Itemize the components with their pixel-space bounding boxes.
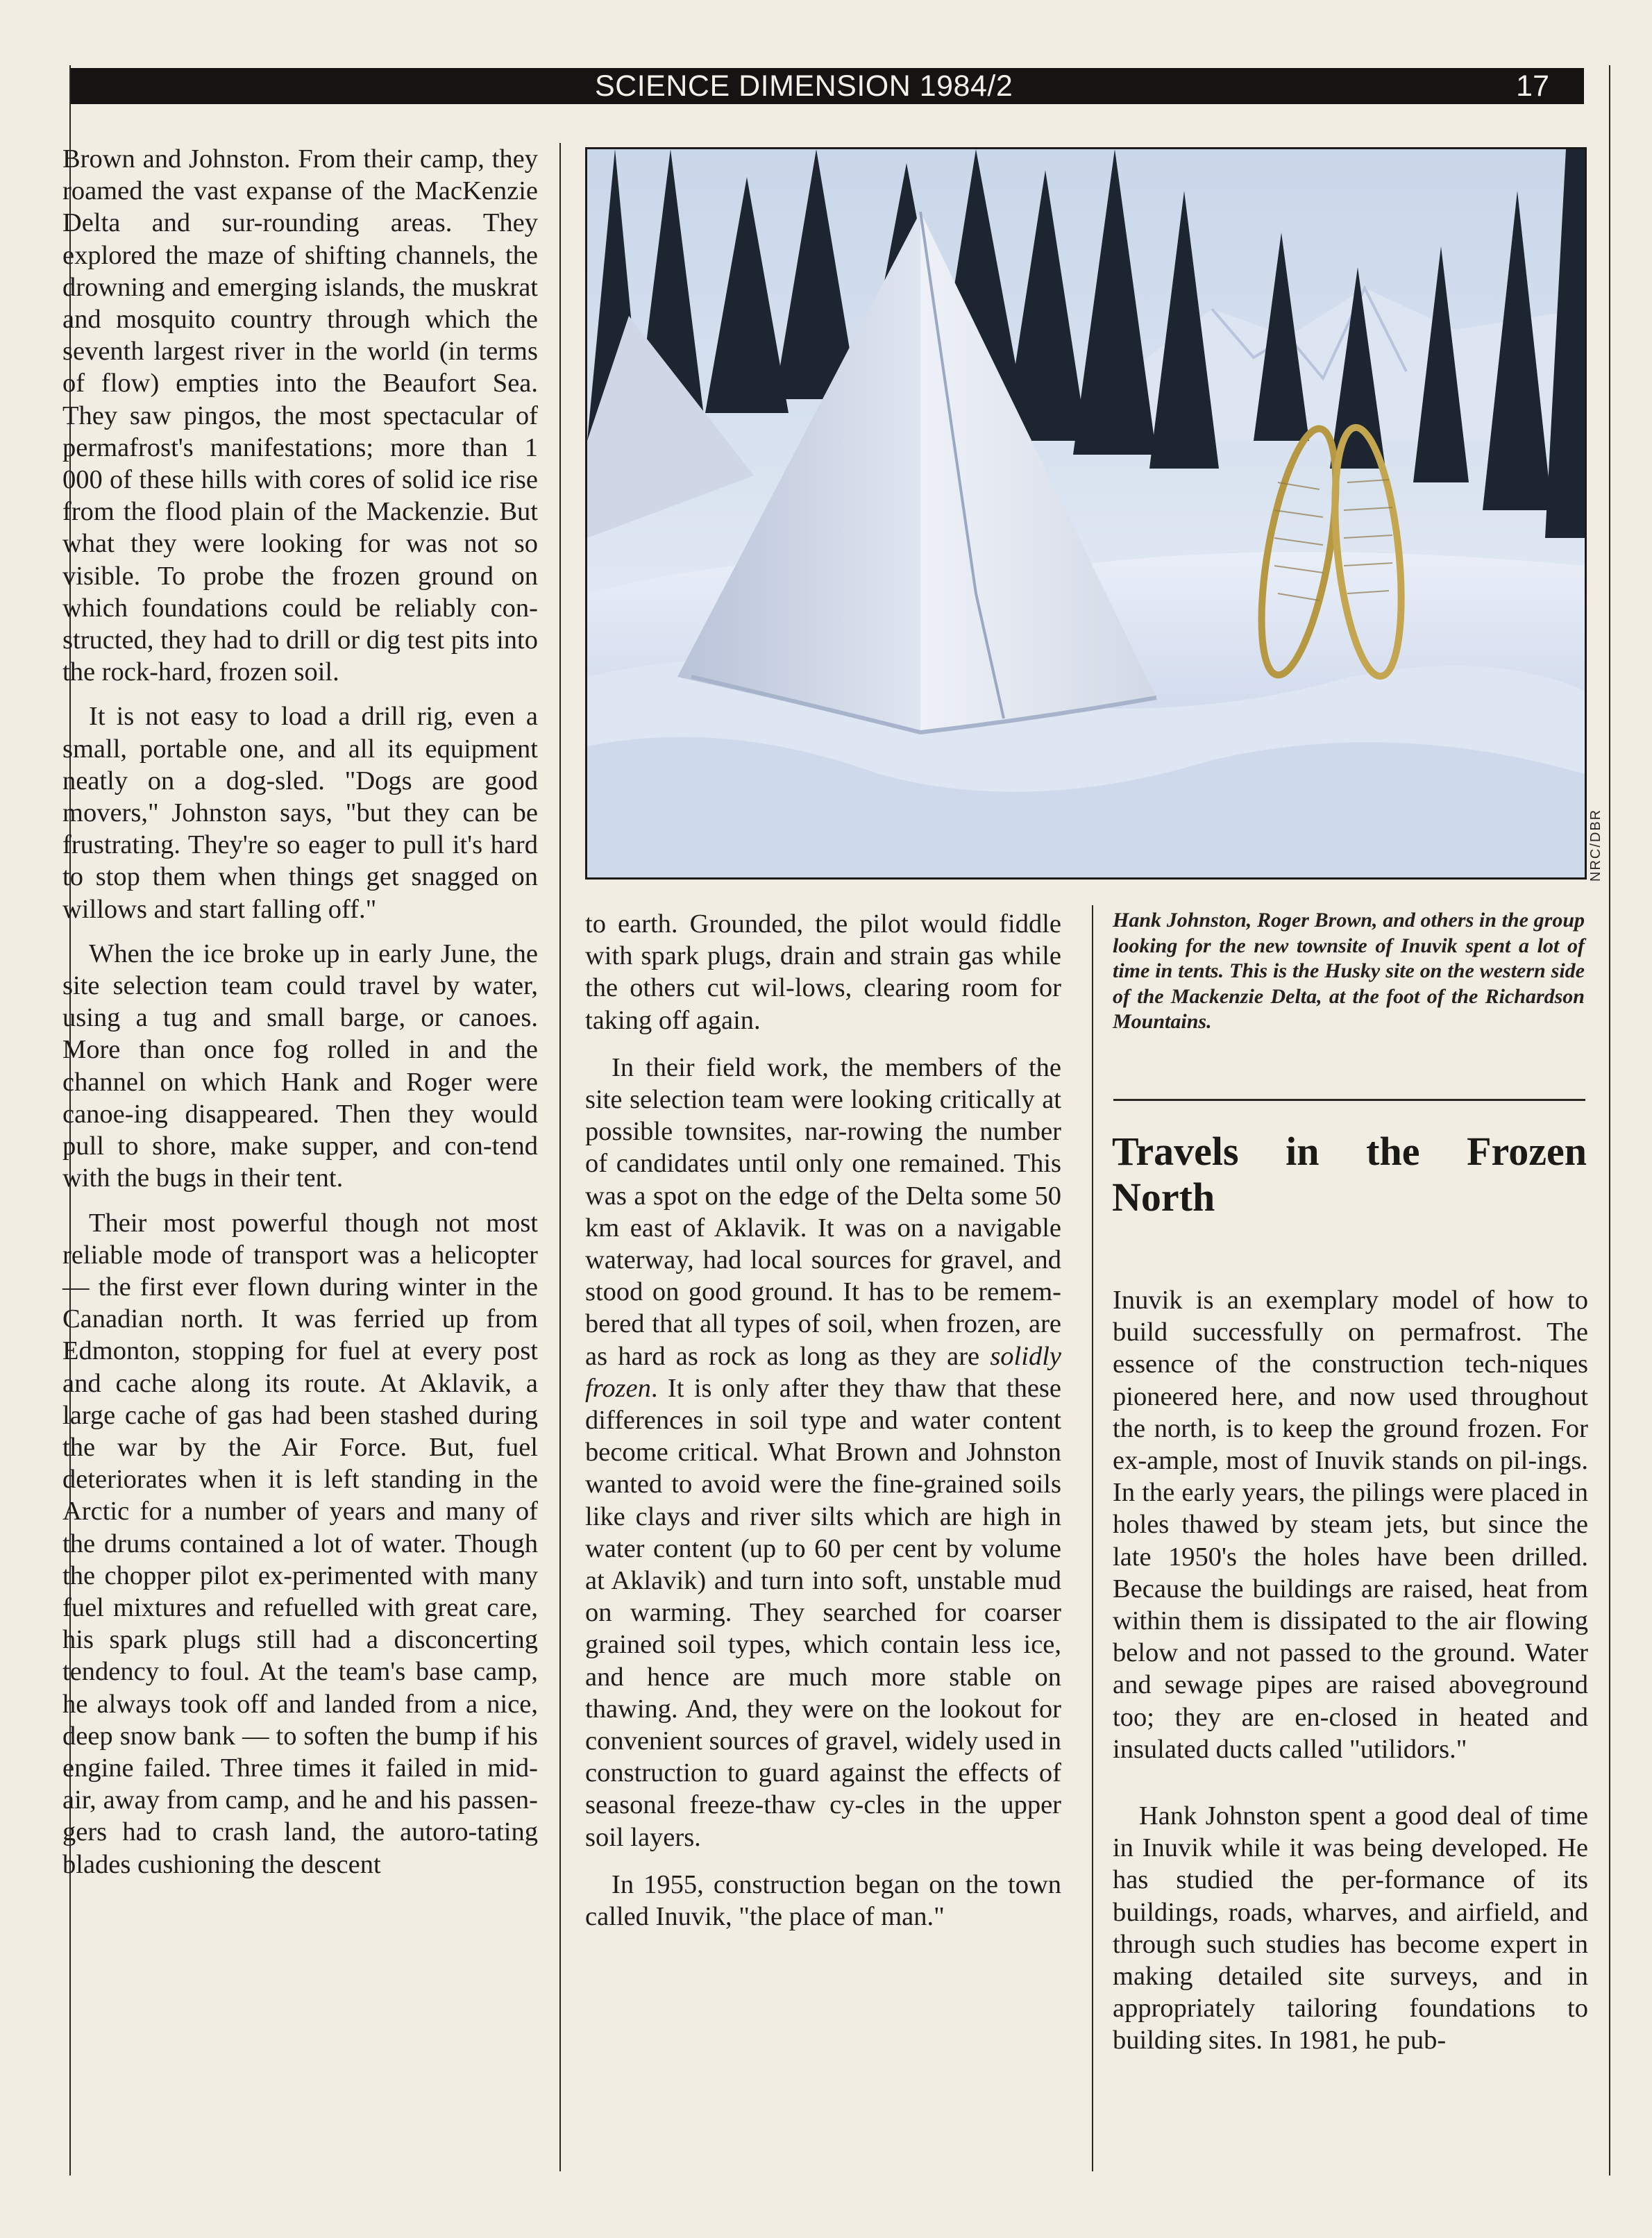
tent-photo — [585, 147, 1587, 880]
paragraph: Hank Johnston spent a good deal of time in Inuvik while it was being developed. He has studied the per-formance of its buildings, roads, wharves, and airfield, and through such studies has become expert in making detailed site surveys, and in appropriately tailoring foundations to building sites. In 1981, he pub- — [1113, 1801, 1588, 2055]
paragraph: Inuvik is an exemplary model of how to build successfully on permafrost. The essence of the construction tech-niques pioneered here, and now used throughout the north, is to keep the ground frozen. For ex-ample, most of Inuvik stands on pil-ings. In the early years, the pilings were placed in holes thawed by steam jets, but since the late 1950's the holes have been drilled. Because the buildings are raised, heat from within them is dissipated to the air flowing below and not passed to the ground. Water and sewage pipes are raised aboveground too; they are en-closed in heated and insulated ducts called "utilidors." — [1113, 1286, 1588, 1764]
paragraph — [585, 1052, 1061, 1853]
column-rule-1 — [559, 143, 561, 2171]
column-rule-2 — [1092, 905, 1093, 2171]
heading-line-2: North — [1112, 1175, 1215, 1220]
heading-word: in — [1286, 1129, 1320, 1174]
tent-snow-photo — [587, 149, 1585, 877]
paragraph: Their most powerful though not most reliable mode of transport was a helicopter — the first ever flown during winter in the Canadian north. It was ferried up from Edmonton, stopping for fuel at every post and cache along its route. At Aklavik, a large cache of gas had been stashed during the war by the Air Force. But, fuel deteriorates when it is left standing in the Arctic for a number of years and many of the drums contained a lot of water. Though the chopper pilot ex-perimented with many fuel mixtures and refuelled with great care, his spark plugs still had a disconcerting tendency to foul. At the team's base camp, he always took off and landed from a nice, deep snow bank — to soften the bump if his engine failed. Three times it failed in mid-air, away from camp, and he and his passen-gers had to crash land, the autoro-tating blades cushioning the descent — [62, 1208, 538, 1879]
paragraph: It is not easy to load a drill rig, even a small, portable one, and all its equipment neatly on a dog-sled. "Dogs are good movers," Johnston says, "but they can be frustrating. They're so eager to pull it's hard to stop them when things get snagged on willows and start falling off." — [62, 702, 538, 924]
journal-title: SCIENCE DIMENSION 1984/2 — [595, 69, 1013, 103]
text-run: In their field work, the members of the site selection team were looking critically at possible townsites, nar-rowing the number of candidates until only one remained. This was a spot on the edge of the Delta some 50 km east of Aklavik. It was on a navigable waterway, had local sources for gravel, and stood on good ground. It has to be remem-bered that all types of soil, when frozen, are as hard as rock as long as they are — [585, 1052, 1061, 1371]
heading-line-1 — [1112, 1129, 1587, 1175]
running-header — [71, 68, 1584, 104]
text-column-3 — [1113, 1284, 1588, 2069]
heading-word: the — [1366, 1129, 1420, 1174]
section-heading — [1112, 1129, 1587, 1220]
paragraph: to earth. Grounded, the pilot would fiddle with spark plugs, drain and strain gas while the others cut wil-lows, clearing room for taking off again. — [585, 909, 1061, 1035]
caption-divider — [1113, 1099, 1585, 1101]
photo-credit: NRC/DBR — [1588, 808, 1603, 882]
text-column-2 — [585, 908, 1061, 1945]
text-run: . It is only after they thaw that these differences in soil type and water content become critical. What Brown and Johnston wanted to avoid were the fine-grained soils like clays and river silts which are high in water content (up to 60 per cent by volume at Aklavik) and turn into soft, unstable mud on warming. They searched for coarser grained soil types, which contain less ice, and hence are much more stable on thawing. And, they were on the lookout for convenient sources of gravel, widely used in construction to guard against the effects of seasonal freeze-thaw cy-cles in the upper soil layers. — [585, 1373, 1061, 1852]
page-number: 17 — [1516, 69, 1549, 103]
text-column-1 — [62, 143, 538, 1893]
paragraph: In 1955, construction began on the town called Inuvik, "the place of man." — [585, 1869, 1061, 1932]
heading-word: Travels — [1112, 1129, 1239, 1174]
emphasis: solidly frozen — [585, 1341, 1061, 1403]
paragraph: When the ice broke up in early June, the site selection team could travel by water, using a tug and small barge, or canoes. More than once fog rolled in and the channel on which Hank and Roger were canoe-ing disappeared. Then they would pull to shore, make supper, and con-tend with the bugs in their tent. — [62, 939, 538, 1193]
photo-caption: Hank Johnston, Roger Brown, and others in the group looking for the new townsite of Inuvik spent a lot of time in tents. This is the Husky site on the western side of the Mackenzie Delta, at the foot of the Richardson Mountains. — [1113, 909, 1585, 1033]
paragraph: Brown and Johnston. From their camp, they roamed the vast expanse of the MacKenzie Delta and sur-rounding areas. They explored the maze of shifting channels, the drowning and emerging islands, the muskrat and mosquito country through which the seventh largest river in the world (in terms of flow) empties into the Beaufort Sea. They saw pingos, the most spectacular of permafrost's manifestations; more than 1 000 of these hills with cores of solid ice rise from the flood plain of the Mackenzie. But what they were looking for was not so visible. To probe the frozen ground on which foundations could be reliably con-structed, they had to drill or dig test pits into the rock-hard, frozen soil. — [62, 144, 538, 687]
right-margin-rule — [1609, 65, 1610, 2176]
heading-word: Frozen — [1467, 1129, 1587, 1174]
